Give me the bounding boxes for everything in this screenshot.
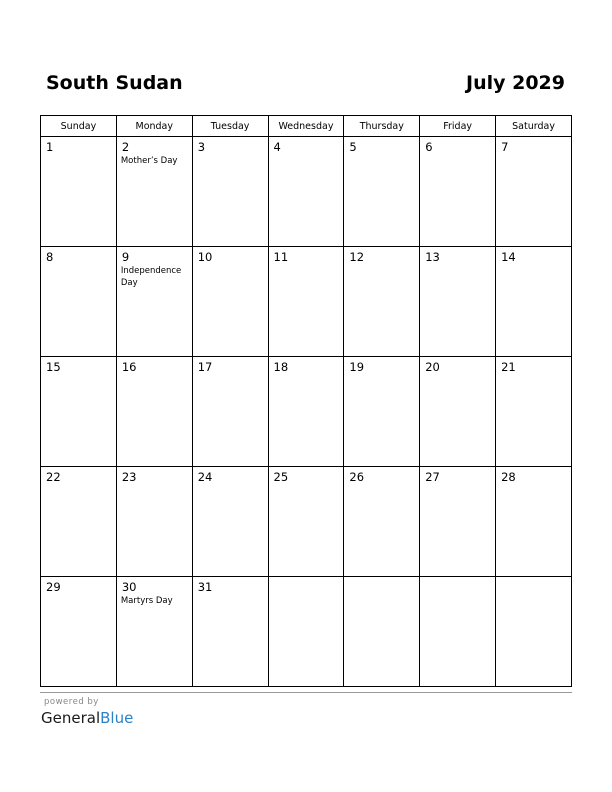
- day-cell: [496, 357, 572, 467]
- day-cell: [41, 467, 117, 577]
- day-cell: [420, 467, 496, 577]
- day-number: 25: [273, 470, 289, 484]
- day-number: 26: [349, 470, 365, 484]
- day-cell: [268, 137, 344, 247]
- day-number: 30: [121, 580, 137, 594]
- day-cell: [268, 467, 344, 577]
- generalblue-logo: [41, 709, 133, 727]
- day-number: 20: [425, 360, 440, 374]
- day-number: [269, 577, 344, 580]
- day-cell: [420, 137, 496, 247]
- day-cell: [116, 137, 192, 247]
- day-cell: [41, 247, 117, 357]
- day-cell: [420, 577, 496, 687]
- day-cell: [116, 467, 192, 577]
- weekday-friday: Friday: [420, 116, 496, 137]
- day-number: 7: [501, 140, 509, 154]
- weekday-wednesday: Wednesday: [268, 116, 344, 137]
- day-number: 1: [46, 140, 54, 154]
- day-cell: [344, 247, 420, 357]
- day-cell: [41, 137, 117, 247]
- footer-divider: [40, 692, 572, 693]
- day-number: [496, 577, 571, 580]
- day-number: 22: [46, 470, 61, 484]
- day-number: 16: [121, 360, 137, 374]
- day-number: 23: [121, 470, 137, 484]
- week-row: [41, 357, 572, 467]
- day-number: 6: [425, 140, 433, 154]
- holiday-label: Martyrs Day: [120, 596, 173, 606]
- day-cell: [344, 467, 420, 577]
- day-number: [420, 577, 495, 580]
- day-cell: [192, 577, 268, 687]
- week-row: [41, 137, 572, 247]
- holiday-label: Mother’s Day: [120, 156, 178, 166]
- logo-text-blue: Blue: [100, 709, 134, 727]
- logo-text-general: General: [41, 709, 101, 727]
- day-cell: [496, 247, 572, 357]
- day-cell: [192, 467, 268, 577]
- day-number: 29: [46, 580, 61, 594]
- day-cell: [41, 357, 117, 467]
- day-cell: [344, 357, 420, 467]
- day-cell: [268, 247, 344, 357]
- day-number: 12: [349, 250, 365, 264]
- day-cell: [192, 247, 268, 357]
- day-number: 8: [46, 250, 54, 264]
- day-cell: [116, 247, 192, 357]
- day-cell: [344, 577, 420, 687]
- holiday-label: Independence Day: [120, 266, 182, 288]
- day-number: 27: [425, 470, 440, 484]
- day-number: 21: [501, 360, 516, 374]
- day-cell: [496, 467, 572, 577]
- day-number: 3: [197, 140, 206, 154]
- day-number: [344, 577, 419, 580]
- day-number: 4: [273, 140, 281, 154]
- week-row: [41, 577, 572, 687]
- day-cell: [344, 137, 420, 247]
- weekday-sunday: Sunday: [41, 116, 117, 137]
- weekday-thursday: Thursday: [344, 116, 420, 137]
- week-row: [41, 247, 572, 357]
- day-number: 15: [46, 360, 61, 374]
- day-number: 2: [121, 140, 130, 154]
- weekday-header-row: [41, 116, 572, 137]
- day-number: 11: [273, 250, 289, 264]
- week-row: [41, 467, 572, 577]
- month-year-title: July 2029: [466, 72, 565, 94]
- day-number: 14: [501, 250, 516, 264]
- day-cell: [192, 357, 268, 467]
- day-cell: [496, 137, 572, 247]
- day-number: 19: [349, 360, 365, 374]
- day-cell: [268, 577, 344, 687]
- weekday-monday: Monday: [116, 116, 192, 137]
- day-cell: [268, 357, 344, 467]
- day-cell: [420, 357, 496, 467]
- day-cell: [41, 577, 117, 687]
- day-cell: [420, 247, 496, 357]
- day-number: 13: [425, 250, 440, 264]
- day-number: 31: [197, 580, 213, 594]
- day-number: 10: [197, 250, 213, 264]
- day-cell: [116, 577, 192, 687]
- weekday-tuesday: Tuesday: [192, 116, 268, 137]
- country-title: South Sudan: [46, 72, 183, 94]
- day-cell: [116, 357, 192, 467]
- day-number: 18: [273, 360, 289, 374]
- day-number: 17: [197, 360, 213, 374]
- day-number: 28: [501, 470, 516, 484]
- day-cell: [192, 137, 268, 247]
- powered-by-text: powered by: [44, 697, 99, 707]
- day-number: 24: [197, 470, 213, 484]
- day-number: 5: [349, 140, 357, 154]
- weekday-saturday: Saturday: [496, 116, 572, 137]
- day-number: 9: [121, 250, 130, 264]
- calendar-grid: [40, 115, 572, 687]
- day-cell: [496, 577, 572, 687]
